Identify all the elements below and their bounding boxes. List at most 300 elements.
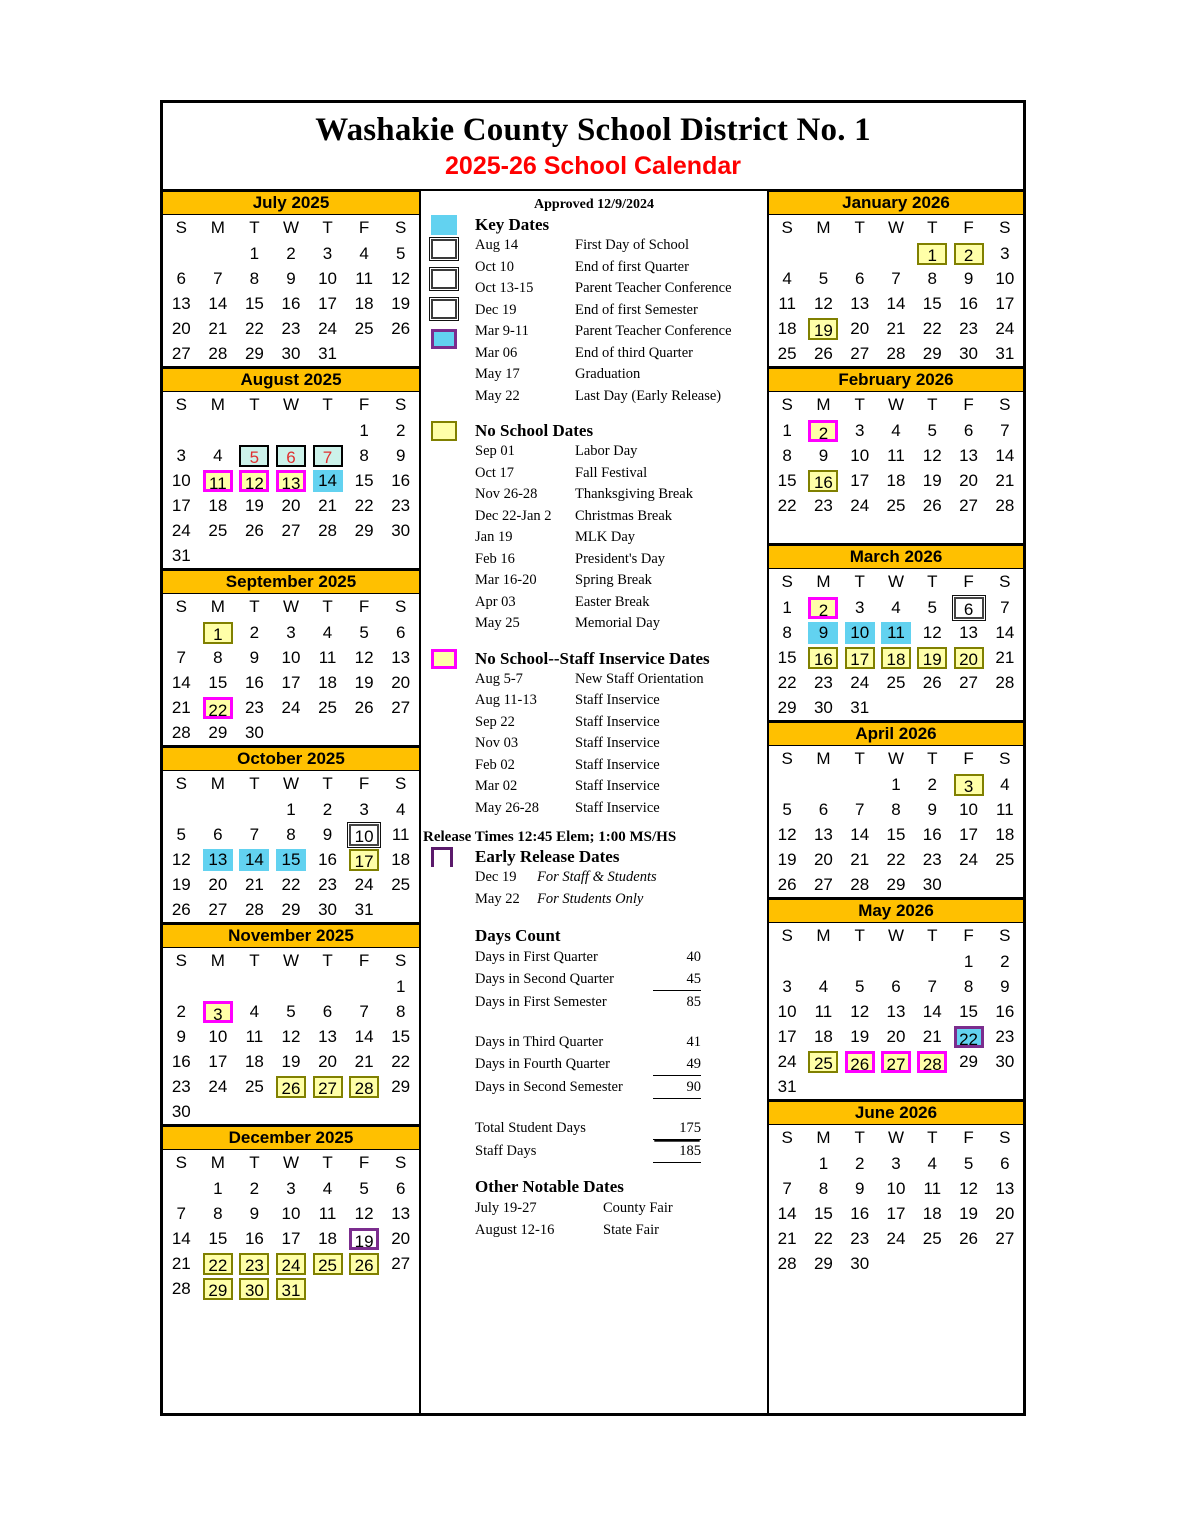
day-26: 26 <box>777 874 797 894</box>
day-cell <box>987 443 1023 468</box>
day-cell <box>878 1049 914 1074</box>
day-cell <box>273 999 310 1024</box>
day-cell <box>769 1226 805 1251</box>
day-13: 13 <box>959 445 978 465</box>
day-cell <box>769 1049 805 1074</box>
approved-date: Approved 12/9/2024 <box>534 197 654 212</box>
day-3: 3 <box>176 445 187 465</box>
day-cell <box>987 468 1023 493</box>
day-cell <box>950 974 986 999</box>
day-17-yellow: 17 <box>845 647 875 669</box>
inservice-date: Mar 02 <box>475 778 518 794</box>
week-row <box>769 595 1023 620</box>
day-22: 22 <box>886 849 906 869</box>
day-28-yellow: 28 <box>349 1076 379 1098</box>
day-cell <box>309 1074 346 1099</box>
day-12: 12 <box>959 1178 978 1198</box>
day-cell <box>163 1049 200 1074</box>
day-cell <box>200 493 237 518</box>
day-cell <box>163 1251 200 1276</box>
day-cell <box>273 468 310 493</box>
week-row <box>769 443 1023 468</box>
empty-cell <box>805 772 841 797</box>
month-grid <box>163 392 419 568</box>
early-release-row <box>475 867 757 889</box>
day-cell <box>769 974 805 999</box>
days-count-row <box>475 968 757 991</box>
empty-cell <box>382 543 419 568</box>
day-21: 21 <box>171 1253 191 1273</box>
dow-header-3: W <box>887 749 904 768</box>
day-cell <box>163 720 200 745</box>
empty-cell <box>987 695 1023 720</box>
day-13: 13 <box>813 824 833 844</box>
day-cell <box>200 670 237 695</box>
release-times-text: Release Times 12:45 Elem; 1:00 MS/HS <box>423 829 677 845</box>
day-cell <box>878 341 914 366</box>
legend-row <box>475 278 757 300</box>
day-11: 11 <box>814 1001 833 1021</box>
dow-header-row <box>163 771 419 797</box>
days-count-value: 40 <box>686 949 701 965</box>
day-29: 29 <box>391 1076 411 1096</box>
day-cell <box>346 670 383 695</box>
day-cell <box>842 316 878 341</box>
day-cell <box>163 543 200 568</box>
day-20: 20 <box>391 672 411 692</box>
day-17: 17 <box>995 293 1015 313</box>
dow-header-6: S <box>999 926 1011 945</box>
legend-row <box>475 669 757 691</box>
quarter-end-box-icon <box>431 239 457 259</box>
day-4: 4 <box>1000 774 1010 794</box>
day-cell <box>200 341 237 366</box>
day-18: 18 <box>244 1051 264 1071</box>
day-cell <box>382 645 419 670</box>
month-title: January 2026 <box>769 191 1023 215</box>
day-17: 17 <box>850 470 870 490</box>
day-9: 9 <box>286 268 296 288</box>
day-cell <box>309 493 346 518</box>
day-cell <box>842 847 878 872</box>
day-cell <box>273 670 310 695</box>
day-cell <box>309 291 346 316</box>
day-cell <box>769 1176 805 1201</box>
legend-row <box>475 712 757 734</box>
month-grid <box>769 215 1023 366</box>
day-13-yellow-m: 13 <box>276 470 306 492</box>
day-cell <box>382 1251 419 1276</box>
day-17: 17 <box>959 824 978 844</box>
week-row <box>163 1251 419 1276</box>
day-26: 26 <box>391 318 411 338</box>
day-cell <box>842 1024 878 1049</box>
day-cell <box>200 1251 237 1276</box>
day-19-purple: 19 <box>349 1228 379 1250</box>
dow-header-6: S <box>395 951 407 970</box>
day-cell <box>805 1024 841 1049</box>
day-8: 8 <box>963 976 974 996</box>
day-cell <box>346 797 383 822</box>
month-grid <box>163 1150 419 1301</box>
days-count-label: Days in Third Quarter <box>475 1034 604 1050</box>
day-cell <box>987 772 1023 797</box>
day-20: 20 <box>995 1203 1015 1223</box>
week-row <box>163 1049 419 1074</box>
day-cell <box>914 341 950 366</box>
day-cell <box>914 1176 950 1201</box>
day-cell <box>842 670 878 695</box>
dow-header-2: T <box>854 572 865 591</box>
no-school-desc: Labor Day <box>575 443 638 459</box>
no-school-date: Nov 26-28 <box>475 486 538 502</box>
day-cell <box>163 1201 200 1226</box>
days-count-value: 175 <box>653 1117 701 1140</box>
day-cell <box>236 266 273 291</box>
day-18: 18 <box>922 1203 942 1223</box>
day-18: 18 <box>813 1026 833 1046</box>
day-16: 16 <box>171 1051 191 1071</box>
day-27: 27 <box>208 899 228 919</box>
day-cell <box>769 595 805 620</box>
day-5: 5 <box>395 243 406 263</box>
day-25: 25 <box>922 1228 942 1248</box>
key-date-date: May 17 <box>475 366 520 382</box>
day-21: 21 <box>171 697 191 717</box>
dow-header-4: T <box>927 572 938 591</box>
day-cell <box>163 1226 200 1251</box>
day-3: 3 <box>854 597 865 617</box>
day-cell <box>987 418 1023 443</box>
day-cell <box>346 1251 383 1276</box>
day-28-yellow-m: 28 <box>917 1051 947 1073</box>
day-cell <box>769 797 805 822</box>
day-1: 1 <box>891 774 901 794</box>
empty-cell <box>382 1276 419 1301</box>
day-7: 7 <box>782 1178 792 1198</box>
day-6-box: 6 <box>954 597 984 619</box>
day-8: 8 <box>927 268 937 288</box>
day-cell <box>163 266 200 291</box>
day-24: 24 <box>281 697 301 717</box>
day-15: 15 <box>777 470 797 490</box>
day-cell <box>273 645 310 670</box>
day-cell <box>273 1024 310 1049</box>
day-13-cyan: 13 <box>203 849 233 871</box>
day-7: 7 <box>927 976 937 996</box>
day-cell <box>914 468 950 493</box>
no-school-date: May 25 <box>475 615 520 631</box>
empty-cell <box>805 949 841 974</box>
day-cell <box>382 518 419 543</box>
day-1: 1 <box>782 420 792 440</box>
day-cell <box>950 847 986 872</box>
month-title: May 2026 <box>769 899 1023 923</box>
dow-header-row <box>769 746 1023 772</box>
day-30-yellow: 30 <box>239 1278 269 1300</box>
day-cell <box>914 1024 950 1049</box>
day-14-cyan: 14 <box>239 849 269 871</box>
week-row <box>163 872 419 897</box>
dow-header-row <box>163 594 419 620</box>
dow-header-2: T <box>249 395 260 414</box>
empty-cell <box>769 1151 805 1176</box>
day-2: 2 <box>286 243 296 263</box>
day-cell <box>878 1201 914 1226</box>
day-cell <box>236 695 273 720</box>
day-cell <box>236 291 273 316</box>
day-cell <box>309 670 346 695</box>
key-date-desc: End of third Quarter <box>575 344 693 361</box>
day-11: 11 <box>391 824 410 844</box>
key-dates-list <box>475 215 757 407</box>
day-cell <box>382 822 419 847</box>
day-21: 21 <box>318 495 337 515</box>
day-cell <box>805 316 841 341</box>
day-5: 5 <box>359 1178 369 1198</box>
day-18: 18 <box>318 672 337 692</box>
day-1: 1 <box>818 1153 829 1173</box>
dow-header-0: S <box>175 395 187 414</box>
day-26-yellow: 26 <box>276 1076 306 1098</box>
day-28: 28 <box>777 1253 797 1273</box>
day-cell <box>914 1226 950 1251</box>
day-11-yellow-m: 11 <box>203 470 233 492</box>
empty-cell <box>914 1074 950 1099</box>
dow-header-row <box>163 215 419 241</box>
day-23: 23 <box>391 495 411 515</box>
day-24: 24 <box>959 849 978 869</box>
day-7: 7 <box>359 1001 369 1021</box>
day-cell <box>842 1049 878 1074</box>
day-cell <box>987 493 1023 518</box>
day-10: 10 <box>281 647 301 667</box>
dow-header-6: S <box>395 395 407 414</box>
day-cell <box>842 418 878 443</box>
day-cell <box>987 266 1023 291</box>
day-2-yellow-m: 2 <box>808 420 838 442</box>
dow-header-2: T <box>249 774 260 793</box>
day-cell <box>163 695 200 720</box>
day-cell <box>878 1024 914 1049</box>
early-release-desc: For Staff & Students <box>537 869 657 885</box>
day-cell <box>842 266 878 291</box>
dow-header-1: M <box>210 395 225 414</box>
day-cell <box>805 797 841 822</box>
day-cell <box>382 468 419 493</box>
day-14: 14 <box>922 1001 942 1021</box>
empty-cell <box>200 418 237 443</box>
early-release-list <box>475 847 757 910</box>
day-12: 12 <box>850 1001 870 1021</box>
day-21: 21 <box>995 647 1015 667</box>
day-cell <box>200 695 237 720</box>
day-cell <box>382 1201 419 1226</box>
day-cell <box>200 1201 237 1226</box>
dow-header-3: W <box>887 1128 904 1147</box>
dow-header-4: T <box>927 218 938 237</box>
day-10: 10 <box>777 1001 797 1021</box>
month-block <box>769 368 1023 545</box>
dow-header-5: F <box>358 597 370 616</box>
day-cell <box>346 418 383 443</box>
empty-cell <box>805 518 841 543</box>
day-8: 8 <box>213 647 223 667</box>
empty-cell <box>346 543 383 568</box>
day-cell <box>987 291 1023 316</box>
day-cell <box>842 595 878 620</box>
inservice-date: Nov 03 <box>475 735 519 751</box>
day-cell <box>987 620 1023 645</box>
empty-cell <box>236 797 273 822</box>
day-9: 9 <box>176 1026 187 1046</box>
day-17: 17 <box>777 1026 797 1046</box>
day-8: 8 <box>782 622 792 642</box>
day-29: 29 <box>886 874 906 894</box>
day-23: 23 <box>171 1076 191 1096</box>
week-row <box>769 1251 1023 1276</box>
week-row <box>163 1074 419 1099</box>
day-cell <box>200 999 237 1024</box>
day-28: 28 <box>995 495 1015 515</box>
day-16: 16 <box>281 293 301 313</box>
day-27-yellow-m: 27 <box>881 1051 911 1073</box>
day-31: 31 <box>318 343 337 363</box>
day-cell <box>987 645 1023 670</box>
months-column-left <box>163 191 421 1413</box>
day-19: 19 <box>244 495 264 515</box>
week-row <box>163 897 419 922</box>
day-cell <box>805 1049 841 1074</box>
day-cell <box>273 1276 310 1301</box>
day-12: 12 <box>922 622 942 642</box>
day-cell <box>805 974 841 999</box>
day-29-yellow: 29 <box>203 1278 233 1300</box>
empty-cell <box>842 772 878 797</box>
day-cell <box>805 695 841 720</box>
day-21: 21 <box>777 1228 797 1248</box>
month-title: February 2026 <box>769 368 1023 392</box>
dow-header-3: W <box>282 1153 299 1172</box>
day-cell <box>309 518 346 543</box>
dow-header-5: F <box>358 395 370 414</box>
day-cell <box>878 974 914 999</box>
day-17: 17 <box>318 293 337 313</box>
day-cell <box>842 695 878 720</box>
day-2-yellow-m: 2 <box>808 597 838 619</box>
week-row <box>163 999 419 1024</box>
notable-desc: County Fair <box>603 1200 673 1216</box>
day-cell <box>163 518 200 543</box>
day-cell <box>382 266 419 291</box>
day-19-yellow: 19 <box>917 647 947 669</box>
days-count-value: 85 <box>686 994 701 1010</box>
inservice-desc: Staff Inservice <box>575 778 660 794</box>
dow-header-5: F <box>963 395 974 414</box>
day-31: 31 <box>850 697 870 717</box>
dow-header-row <box>769 215 1023 241</box>
legend-row <box>475 549 757 571</box>
day-22: 22 <box>281 874 301 894</box>
day-23: 23 <box>244 697 264 717</box>
empty-cell <box>878 949 914 974</box>
day-cell <box>382 493 419 518</box>
day-7: 7 <box>1000 420 1010 440</box>
day-cell <box>200 645 237 670</box>
week-row <box>163 1276 419 1301</box>
day-cell <box>769 1024 805 1049</box>
day-cell <box>769 822 805 847</box>
day-cell <box>236 1049 273 1074</box>
day-23: 23 <box>281 318 301 338</box>
days-count-row <box>475 1117 757 1140</box>
day-19: 19 <box>922 470 942 490</box>
day-15: 15 <box>244 293 264 313</box>
days-count-label: Days in Fourth Quarter <box>475 1056 610 1072</box>
dow-header-2: T <box>249 951 260 970</box>
day-cell <box>950 1201 986 1226</box>
day-7: 7 <box>249 824 260 844</box>
day-13: 13 <box>391 647 411 667</box>
dow-header-4: T <box>322 218 333 237</box>
day-17: 17 <box>171 495 191 515</box>
dow-header-3: W <box>887 395 904 414</box>
day-cell <box>236 1201 273 1226</box>
no-school-list <box>475 421 757 635</box>
empty-cell <box>200 974 237 999</box>
dow-header-5: F <box>963 218 974 237</box>
early-release-date: May 22 <box>475 890 520 907</box>
day-cell <box>914 670 950 695</box>
day-20: 20 <box>850 318 870 338</box>
day-cell <box>878 1226 914 1251</box>
week-row <box>163 518 419 543</box>
week-row <box>163 468 419 493</box>
day-12: 12 <box>777 824 797 844</box>
day-cell <box>950 772 986 797</box>
day-cell <box>805 418 841 443</box>
day-19-yellow: 19 <box>808 318 838 340</box>
day-cell <box>273 872 310 897</box>
day-5: 5 <box>286 1001 296 1021</box>
dow-header-6: S <box>999 1128 1011 1147</box>
empty-cell <box>382 720 419 745</box>
day-cell <box>236 493 273 518</box>
day-15-cyan: 15 <box>276 849 306 871</box>
district-title: Washakie County School District No. 1 <box>315 111 871 148</box>
day-27: 27 <box>391 697 411 717</box>
day-14: 14 <box>171 1228 191 1248</box>
day-cell <box>842 822 878 847</box>
empty-cell <box>200 1099 237 1124</box>
day-cell <box>914 291 950 316</box>
day-4: 4 <box>322 622 333 642</box>
third-quarter-box-icon <box>431 299 457 319</box>
day-cell <box>769 316 805 341</box>
day-cell <box>200 1226 237 1251</box>
day-cell <box>950 1151 986 1176</box>
day-cell <box>273 797 310 822</box>
spacer <box>475 1099 757 1117</box>
day-16: 16 <box>922 824 942 844</box>
day-16: 16 <box>318 849 337 869</box>
week-row <box>769 620 1023 645</box>
month-title: March 2026 <box>769 545 1023 569</box>
day-26: 26 <box>922 672 942 692</box>
legend-row <box>475 613 757 635</box>
day-cell <box>200 872 237 897</box>
week-row <box>769 1201 1023 1226</box>
